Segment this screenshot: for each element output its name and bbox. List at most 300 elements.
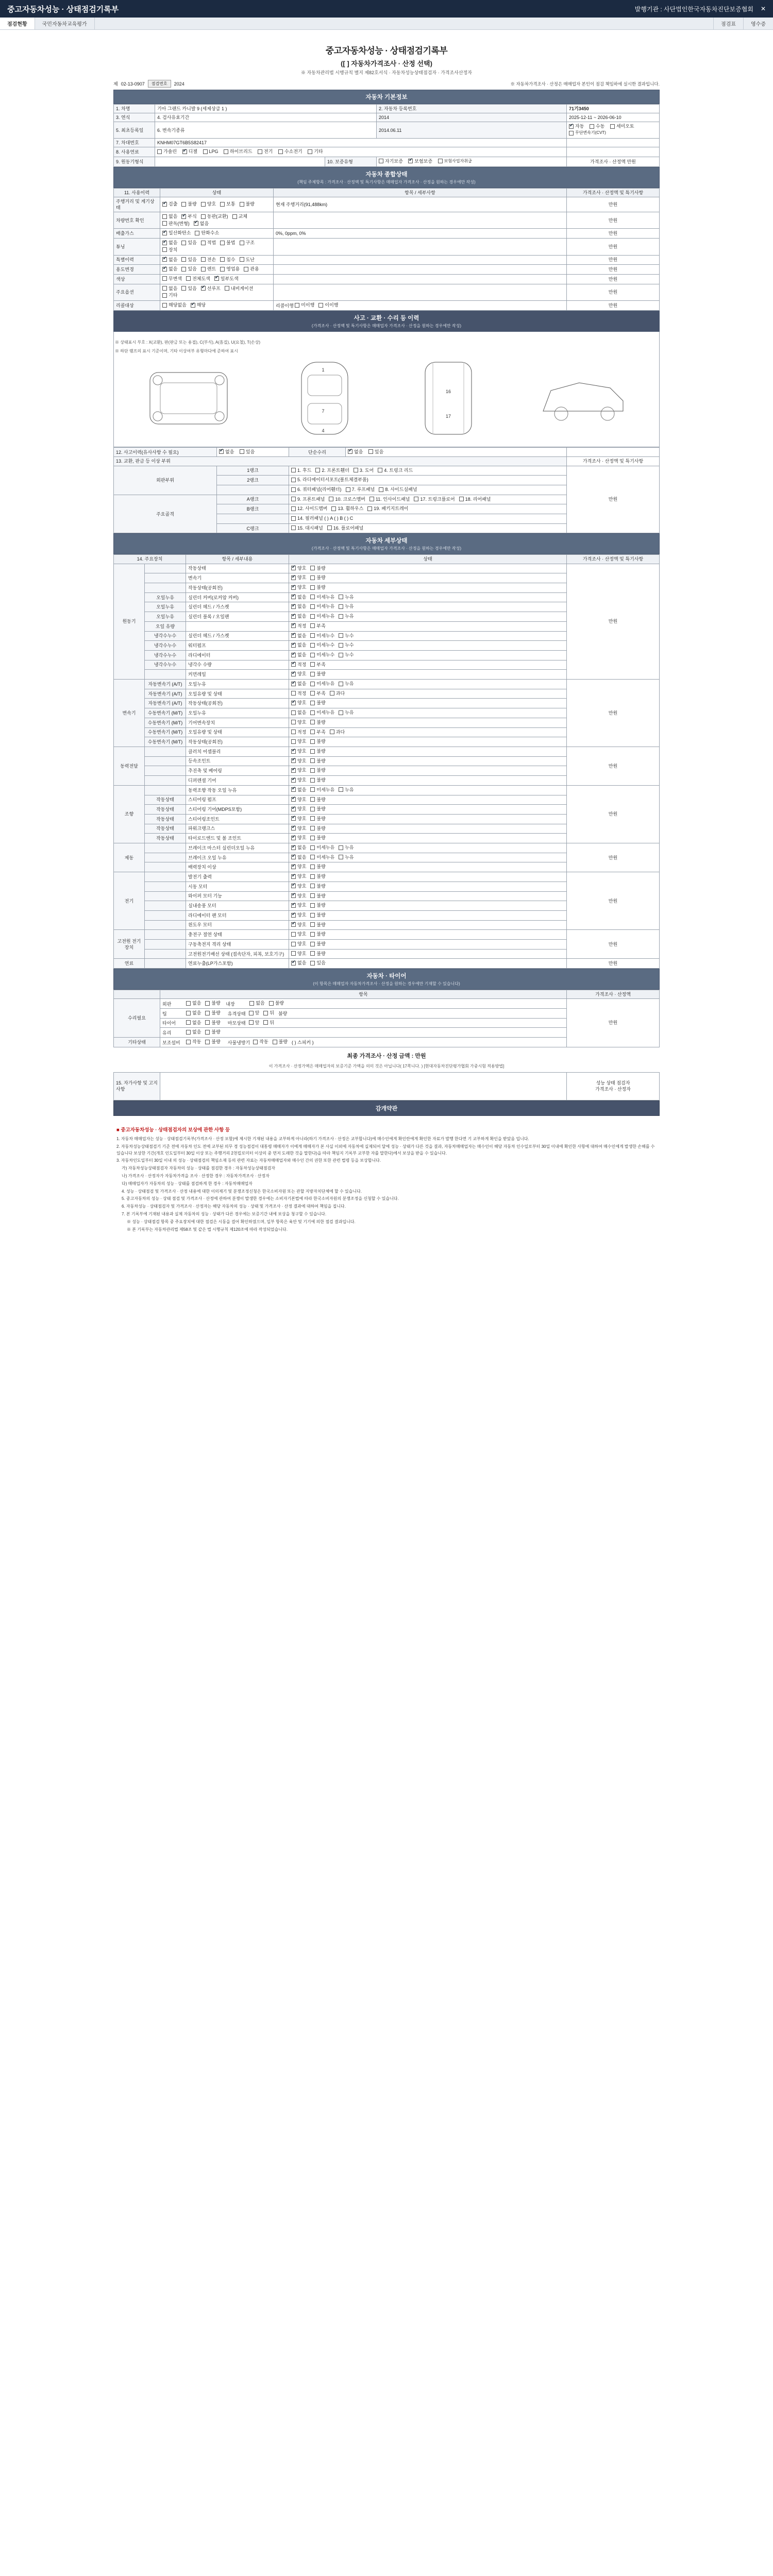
checkbox-s4-1-4-1[interactable]: 불량	[310, 719, 325, 725]
checkbox-part-0-2-1[interactable]: 7. 루프패널	[346, 486, 375, 493]
checkbox-s4-4-2-1[interactable]: 불량	[310, 863, 325, 870]
tire-row-1	[160, 1009, 567, 1019]
checkbox-s4-4-1-1[interactable]: 미세누유	[310, 854, 334, 860]
checkbox-s4-3-0-2[interactable]: 누유	[339, 787, 354, 793]
state-6-2	[289, 949, 567, 959]
checkbox-s4-4-1-0[interactable]: ✔ 없음	[291, 854, 306, 860]
checkbox-s4-0-5-0[interactable]: ✔ 없음	[291, 613, 306, 619]
value-fuel-blank	[567, 147, 660, 157]
checkbox-s2-0-4[interactable]: 불량	[240, 201, 255, 207]
notice-signers	[567, 1072, 660, 1100]
state-1-1	[289, 689, 567, 699]
checkbox-s4-0-1-1[interactable]: 불량	[310, 574, 325, 581]
rank-0-2	[217, 485, 289, 495]
checkbox-s4-4-0-2[interactable]: 누유	[339, 844, 354, 851]
checkbox-s4-0-2-1[interactable]: 불량	[310, 584, 325, 590]
tab-receipt[interactable]: 영수증	[743, 18, 773, 29]
state-5-3	[289, 901, 567, 911]
parts-0-2	[289, 485, 567, 495]
diagram-note-1: ※ 상태표시 부호 : X(교환), 판(판금 또는 용접), C(부식), A(흠집), U(요철), T(손상)	[115, 340, 261, 345]
price-4: 만원	[567, 843, 660, 872]
checkbox-s5-1-0-0[interactable]: 없음	[186, 1010, 201, 1016]
checkbox-s4-3-4-0[interactable]: ✔ 양호	[291, 825, 306, 832]
item-0-10: 냉각수 수량	[186, 660, 289, 670]
checkbox-s4-0-3-0[interactable]: ✔ 없음	[291, 594, 306, 600]
checkbox-s4-4-0-1[interactable]: 미세누유	[310, 844, 334, 851]
sub-0-7: 냉각수누수	[145, 631, 186, 641]
value-transmission	[567, 122, 660, 139]
label-inspection-period: 2014	[377, 113, 567, 122]
checkbox-part-0-2-2[interactable]: 8. 사이드실패널	[379, 486, 417, 493]
checkbox-s2-2-1[interactable]: 탄화수소	[195, 230, 219, 236]
checkbox-s4-0-11-0[interactable]: ✔ 양호	[291, 671, 306, 677]
checkbox-lpg[interactable]: LPG	[203, 148, 219, 155]
checkbox-s4-0-3-1[interactable]: 미세누유	[310, 594, 334, 600]
checkbox-s4-3-1-1[interactable]: 불량	[310, 796, 325, 803]
page-subnote: ※ 자동차관리법 시행규칙 별지 제82호서식 · 자동차성능상태점검자 · 가격조사산정자	[301, 70, 472, 75]
checkbox-s2-1-1[interactable]: ✔ 부식	[181, 213, 196, 219]
state-1-4	[289, 718, 567, 727]
checkbox-s4-1-6-1[interactable]: 불량	[310, 738, 325, 744]
col-state: 상태	[160, 188, 274, 197]
label-warranty: 10. 보증유형	[325, 157, 377, 166]
checkbox-s4-0-7-2[interactable]: 누수	[339, 633, 354, 639]
checkbox-s4-0-6-0[interactable]: ✔ 적정	[291, 623, 306, 629]
row-state-7	[160, 284, 274, 300]
item-3-2: 스티어링 기어(MDPS포함)	[186, 805, 289, 815]
checkbox-s4-2-1-0[interactable]: ✔ 양호	[291, 758, 306, 764]
checkbox-s2-1-4[interactable]: 판독(변형)	[162, 221, 190, 227]
checkbox-part-1-3-1[interactable]: 16. 플로어패널	[327, 525, 363, 531]
table-row	[114, 1072, 660, 1100]
group-1: 주요골격	[114, 495, 217, 533]
checkbox-s4-1-5-2[interactable]: 과다	[330, 729, 345, 735]
row-detail-6	[274, 274, 567, 284]
state-2-0	[289, 747, 567, 756]
table-row	[114, 999, 660, 1009]
checkbox-part-1-3-0[interactable]: 15. 대시패널	[291, 525, 323, 531]
checkbox-s4-2-3-0[interactable]: ✔ 양호	[291, 777, 306, 783]
sub-3-2: 작동상태	[145, 805, 186, 815]
checkbox-s2-5-0[interactable]: ✔ 없음	[162, 266, 177, 272]
checkbox-s4-5-5-0[interactable]: ✔ 양호	[291, 922, 306, 928]
checkbox-gasoline[interactable]: 가솔린	[157, 148, 177, 155]
checkbox-s4-5-4-1[interactable]: 불량	[310, 912, 325, 918]
checkbox-s4-1-1-1[interactable]: 부족	[310, 690, 325, 697]
checkbox-s4-5-1-1[interactable]: 불량	[310, 883, 325, 889]
sub-3-1: 작동상태	[145, 795, 186, 805]
device-0: 원동기	[114, 564, 145, 679]
window-titlebar	[0, 0, 773, 18]
value-simple-repair	[346, 447, 567, 457]
state-0-3	[289, 592, 567, 602]
checkbox-s2-0-2[interactable]: 양호	[201, 201, 216, 207]
checkbox-s4-3-0-1[interactable]: 미세누유	[310, 787, 334, 793]
checkbox-s4-1-0-2[interactable]: 누유	[339, 681, 354, 687]
sub-0-3: 오일누유	[145, 592, 186, 602]
checkbox-s4-2-2-1[interactable]: 불량	[310, 767, 325, 773]
tab-inspection-status[interactable]: 점검현황	[0, 18, 35, 29]
checkbox-part-0-2-0[interactable]: 6. 쿼터패널(리어휀더)	[291, 486, 342, 493]
checkbox-s4-0-4-0[interactable]: ✔ 없음	[291, 603, 306, 609]
item-4-0: 브레이크 마스터 실린더오일 누유	[186, 843, 289, 853]
checkbox-ev[interactable]: 전기	[258, 148, 273, 155]
checkbox-s5-0-1-1[interactable]: 불량	[269, 1000, 284, 1006]
row-label-7: 주요옵션	[114, 284, 160, 300]
checkbox-s2-1-0[interactable]: 없음	[162, 213, 177, 219]
state-0-1	[289, 573, 567, 583]
checkbox-s4-0-5-1[interactable]: 미세누유	[310, 613, 334, 619]
checkbox-s4-0-9-0[interactable]: ✔ 없음	[291, 652, 306, 658]
checkbox-s2-7-4[interactable]: 기타	[162, 292, 177, 298]
checkbox-part-0-0-0[interactable]: 1. 후드	[291, 467, 311, 473]
svg-text:16: 16	[445, 388, 451, 394]
doc-chip: 점검번호	[148, 80, 171, 88]
row-label-4: 특별이력	[114, 255, 160, 265]
checkbox-s4-0-3-2[interactable]: 누유	[339, 594, 354, 600]
checkbox-s4-1-2-1[interactable]: 불량	[310, 700, 325, 706]
section-basic-info-band	[113, 90, 660, 104]
checkbox-s2-3-2[interactable]: 적법	[201, 240, 216, 246]
diagram-note-2: ※ 하단 램프의 표시 기준이며, 기타 이상여부 유형마다에 준하여 표시	[115, 348, 238, 353]
parts-0-1	[289, 476, 567, 485]
checkbox-part-1-0-1[interactable]: 10. 크로스멤버	[329, 496, 365, 502]
tire-extra-label-2-0: 마모상태	[227, 1021, 246, 1026]
checkbox-s4-3-4-1[interactable]: 불량	[310, 825, 325, 832]
checkbox-s4-0-0-0[interactable]: ✔ 양호	[291, 565, 306, 571]
legal-bullet-0: 가) 자동차성능상태점검자 자동차의 성능 · 상태를 점검한 경우 : 자동차성능상태점검자	[122, 1166, 276, 1171]
checkbox-cvt[interactable]: 무단변속기(CVT)	[569, 130, 606, 136]
rank-1-2	[217, 514, 289, 524]
col-detail: 항목 / 세부사항	[274, 188, 567, 197]
checkbox-insurance-warranty[interactable]: ✔ 보험보증	[408, 158, 432, 164]
checkbox-s5-3-0-1[interactable]: 불량	[205, 1029, 220, 1035]
checkbox-s2-3-1[interactable]: 있음	[181, 240, 196, 246]
value-warranty	[377, 157, 567, 166]
final-note-right: [현대자동차진단평가협회 가중시험 적용방법]	[424, 1063, 505, 1069]
price-estimate-cell	[567, 157, 660, 166]
checkbox-part-1-0-4[interactable]: 18. 리어패널	[459, 496, 491, 502]
checkbox-s4-6-2-1[interactable]: 불량	[310, 951, 325, 957]
row-detail-7	[274, 284, 567, 300]
price-estimate-label: 가격조사 · 산정액	[590, 159, 626, 164]
checkbox-s4-0-8-2[interactable]: 누수	[339, 642, 354, 648]
state-7-0	[289, 959, 567, 969]
sub-6-2	[145, 949, 186, 959]
tab-national-auto-eval[interactable]: 국민자동차교육평가	[35, 18, 95, 29]
checkbox-s4-5-2-0[interactable]: ✔ 양호	[291, 893, 306, 899]
accident-price-note	[567, 447, 660, 457]
checkbox-s5-2-0-1[interactable]: 불량	[205, 1020, 220, 1026]
item-5-4: 라디에이터 팬 모터	[186, 910, 289, 920]
checkbox-s5x-4-0-0[interactable]: 작동	[253, 1039, 268, 1045]
checkbox-s2-8-1[interactable]: ✔ 해당	[191, 302, 206, 308]
checkbox-part-0-0-2[interactable]: 3. 도어	[354, 467, 374, 473]
checkbox-s4-0-9-2[interactable]: 누수	[339, 652, 354, 658]
checkbox-s4-1-0-0[interactable]: ✔ 없음	[291, 681, 306, 687]
state-0-0	[289, 564, 567, 573]
col-item-state: 상태	[289, 555, 567, 564]
checkbox-s4-0-2-0[interactable]: ✔ 양호	[291, 584, 306, 590]
sub-1-6: 수동변속기 (M/T)	[145, 737, 186, 747]
value-inspection-period: 2025-12-11 ~ 2026-06-10	[567, 113, 660, 122]
checkbox-s4-1-3-1[interactable]: 미세누유	[310, 709, 334, 716]
checkbox-s2-3-0[interactable]: ✔ 없음	[162, 240, 177, 246]
row-state-3	[160, 239, 274, 255]
window-controls	[635, 5, 766, 13]
checkbox-part-1-0-0[interactable]: 9. 프론트패널	[291, 496, 325, 502]
legal-bullet-5: 6. 자동차성능 · 상태점검자 및 가격조사 · 산정자는 해당 자동차의 성능 · 상태 및 가격조사 · 산정 결과에 대하여 책임을 집니다.	[122, 1204, 346, 1209]
item-1-3: 오일누유	[186, 708, 289, 718]
checkbox-s5-2-0-0[interactable]: 없음	[186, 1020, 201, 1026]
checkbox-s4-6-2-0[interactable]: 양호	[291, 951, 306, 957]
parts-1-2	[289, 514, 567, 524]
checkbox-s4-3-1-0[interactable]: ✔ 양호	[291, 796, 306, 803]
checkbox-s4-1-3-2[interactable]: 누유	[339, 709, 354, 716]
checkbox-s2-0-0[interactable]: ✔ 검출	[162, 201, 177, 207]
checkbox-s4-1-0-1[interactable]: 미세누유	[310, 681, 334, 687]
sub-0-5: 오일누유	[145, 612, 186, 622]
checkbox-s4-3-3-1[interactable]: 불량	[310, 816, 325, 822]
sub-5-4	[145, 910, 186, 920]
state-4-1	[289, 853, 567, 862]
checkbox-s2-6-1[interactable]: 전체도색	[186, 276, 210, 282]
checkbox-s5-4-0-1[interactable]: 불량	[205, 1039, 220, 1045]
checkbox-s4-4-1-2[interactable]: 누유	[339, 854, 354, 860]
table-row	[114, 564, 660, 573]
checkbox-s2-8-0[interactable]: 해당없음	[162, 302, 187, 308]
checkbox-s4-1-6-0[interactable]: 양호	[291, 738, 306, 744]
checkbox-s4-7-0-0[interactable]: ✔ 없음	[291, 960, 306, 966]
checkbox-s2-4-1[interactable]: 있음	[181, 257, 196, 263]
checkbox-s4-0-7-0[interactable]: ✔ 없음	[291, 633, 306, 639]
tire-col-label-3-0: 유리	[162, 1030, 172, 1036]
checkbox-s5x-2-0-0[interactable]: 앞	[249, 1020, 260, 1026]
checkbox-s2-5-4[interactable]: 관용	[244, 266, 259, 272]
state-3-5	[289, 834, 567, 843]
checkbox-s2-6-2[interactable]: ✔ 일부도색	[214, 276, 239, 282]
checkbox-s4-5-4-0[interactable]: ✔ 양호	[291, 912, 306, 918]
checkbox-s5x-1-0-0[interactable]: 앞	[249, 1010, 260, 1016]
checkbox-s2-3-5[interactable]: 장치	[162, 247, 177, 253]
checkbox-s4-3-2-0[interactable]: ✔ 양호	[291, 806, 306, 812]
checkbox-s4-3-5-0[interactable]: ✔ 양호	[291, 835, 306, 841]
checkbox-s4-4-0-0[interactable]: ✔ 없음	[291, 844, 306, 851]
checkbox-s4-2-0-1[interactable]: 불량	[310, 748, 325, 754]
checkbox-s4-5-0-0[interactable]: ✔ 양호	[291, 873, 306, 879]
tire-col-label-4-0: 보조설비	[162, 1040, 180, 1045]
checkbox-s5-3-0-0[interactable]: 없음	[186, 1029, 201, 1035]
checkbox-s2-5-2[interactable]: 렌트	[201, 266, 216, 272]
item-5-1: 시동 모터	[186, 882, 289, 891]
checkbox-s4-1-5-0[interactable]: 적정	[291, 729, 306, 735]
doc-date: 2024	[174, 81, 184, 87]
checkbox-s4-0-6-1[interactable]: 부족	[310, 623, 325, 629]
checkbox-part-0-1-0[interactable]: 5. 라디에이터서포트(볼트체결부품)	[291, 477, 368, 483]
checkbox-s4-4-2-0[interactable]: ✔ 양호	[291, 863, 306, 870]
sub-5-0	[145, 872, 186, 882]
label-simple-repair: 단순수리	[289, 447, 346, 457]
checkbox-auto[interactable]: ✔ 자동	[569, 123, 584, 129]
checkbox-s4-6-0-1[interactable]: 불량	[310, 931, 325, 937]
checkbox-s4-5-2-1[interactable]: 불량	[310, 893, 325, 899]
checkbox-s2-1-3[interactable]: 교체	[232, 213, 247, 219]
label-notice: 15. 자가사항 및 고지사항	[114, 1072, 160, 1100]
section-overall-band	[113, 167, 660, 188]
table-header-row	[114, 990, 660, 999]
checkbox-repair-none[interactable]: ✔ 없음	[348, 449, 363, 455]
checkbox-s4-3-2-1[interactable]: 불량	[310, 806, 325, 812]
close-icon[interactable]: ✕	[760, 5, 766, 12]
checkbox-s4-5-0-1[interactable]: 불량	[310, 873, 325, 879]
checkbox-s2-4-0[interactable]: ✔ 없음	[162, 257, 177, 263]
checkbox-s4-0-9-1[interactable]: 미세누수	[310, 652, 334, 658]
checkbox-s4-1-1-2[interactable]: 과다	[330, 690, 345, 697]
checkbox-s4-0-1-0[interactable]: ✔ 양호	[291, 574, 306, 581]
checkbox-s4-0-7-1[interactable]: 미세누수	[310, 633, 334, 639]
checkbox-part-1-0-2[interactable]: 11. 인사이드패널	[369, 496, 410, 502]
checkbox-s2-4-4[interactable]: 도난	[240, 257, 255, 263]
checkbox-self-warranty[interactable]: 자기보증	[379, 158, 403, 164]
checkbox-s4-6-1-0[interactable]: 양호	[291, 941, 306, 947]
checkbox-diesel[interactable]: ✔ 디젤	[182, 148, 197, 155]
checkbox-s2d-8-0[interactable]: 미이행	[295, 302, 314, 308]
checkbox-s4-1-4-0[interactable]: 양호	[291, 719, 306, 725]
svg-text:4: 4	[322, 428, 325, 433]
checkbox-s2-5-1[interactable]: 있음	[181, 266, 196, 272]
parts-1-1	[289, 504, 567, 514]
notice-table	[113, 1072, 660, 1100]
checkbox-s5-0-0-1[interactable]: 불량	[205, 1000, 220, 1006]
item-2-3: 디퍼렌셜 기어	[186, 776, 289, 786]
checkbox-s4-3-3-0[interactable]: ✔ 양호	[291, 816, 306, 822]
checkbox-s2-0-3[interactable]: 보통	[220, 201, 235, 207]
checkbox-s5x-4-0-1[interactable]: 불량	[273, 1039, 288, 1045]
checkbox-s4-0-10-1[interactable]: 부족	[310, 662, 325, 668]
checkbox-s4-5-1-0[interactable]: ✔ 양호	[291, 883, 306, 889]
final-price-text: 최종 가격조사 · 산정 금액 : 만원	[347, 1053, 426, 1059]
row-price-6: 만원	[567, 274, 660, 284]
row-label-0: 주행거리 및 계기상태	[114, 197, 160, 212]
checkbox-s4-2-1-1[interactable]: 불량	[310, 758, 325, 764]
legal-bullet-4: 5. 중고자동차의 성능 · 상태 점검 및 가격조사 · 산정에 관하여 분쟁이 발생한 경우에는 소비자기본법에 따라 한국소비자원의 분쟁조정을 신청할 수 있습니다.	[122, 1196, 399, 1201]
section-detail-sub: (가격조사 · 산정액 및 특기사항은 매매업자 가격조사 · 산정을 원하는 경우에만 작성)	[311, 546, 462, 551]
sub-3-5: 작동상태	[145, 834, 186, 843]
s3-price: 만원	[567, 466, 660, 533]
checkbox-s4-0-4-1[interactable]: 미세누유	[310, 603, 334, 609]
state-3-0	[289, 785, 567, 795]
checkbox-part-0-0-1[interactable]: 2. 프론트휀더	[315, 467, 349, 473]
checkbox-s4-2-0-0[interactable]: ✔ 양호	[291, 748, 306, 754]
checkbox-accident-yes[interactable]: 있음	[240, 449, 255, 455]
table-row	[114, 229, 660, 239]
checkbox-part-1-2-0[interactable]: 14. 필러패널 ( ) A ( ) B ( ) C	[291, 515, 353, 521]
checkbox-s4-0-0-1[interactable]: 불량	[310, 565, 325, 571]
checkbox-s5-4-0-0[interactable]: 작동	[186, 1039, 201, 1045]
checkbox-repair-yes[interactable]: 있음	[368, 449, 383, 455]
checkbox-s4-1-1-0[interactable]: 적정	[291, 690, 306, 697]
state-5-1	[289, 882, 567, 891]
checkbox-s4-3-5-1[interactable]: 불량	[310, 835, 325, 841]
table-row	[114, 680, 660, 689]
checkbox-s4-1-2-0[interactable]: ✔ 양호	[291, 700, 306, 706]
checkbox-s4-5-5-1[interactable]: 불량	[310, 922, 325, 928]
checkbox-s2-7-1[interactable]: 있음	[181, 285, 196, 292]
checkbox-s4-6-1-1[interactable]: 불량	[310, 941, 325, 947]
checkbox-s5x-1-0-1[interactable]: 뒤	[263, 1010, 274, 1016]
checkbox-s4-2-2-0[interactable]: ✔ 양호	[291, 767, 306, 773]
checkbox-s4-7-0-1[interactable]: 있음	[310, 960, 325, 966]
item-2-2: 추진축 및 베어링	[186, 766, 289, 776]
checkbox-s2-2-0[interactable]: ✔ 일산화탄소	[162, 230, 191, 236]
checkbox-s5x-2-0-1[interactable]: 뒤	[263, 1020, 274, 1026]
checkbox-s2-4-3[interactable]: 침수	[220, 257, 235, 263]
checkbox-s2-1-5[interactable]: ✔ 없음	[194, 221, 209, 227]
checkbox-accident-none[interactable]: ✔ 없음	[219, 449, 234, 455]
label-engine-type: 9. 원동기형식	[114, 157, 155, 166]
checkbox-hydrogen[interactable]: 수소전기	[278, 148, 303, 155]
checkbox-s2-7-0[interactable]: 없음	[162, 285, 177, 292]
parts-0-0	[289, 466, 567, 476]
checkbox-s4-0-8-1[interactable]: 미세누수	[310, 642, 334, 648]
sub-0-6: 오일 유량	[145, 621, 186, 631]
checkbox-s4-1-3-0[interactable]: 없음	[291, 709, 306, 716]
checkbox-s5-1-0-1[interactable]: 불량	[205, 1010, 220, 1016]
checkbox-s4-6-0-0[interactable]: 양호	[291, 931, 306, 937]
checkbox-part-1-1-1[interactable]: 13. 휠하우스	[331, 505, 363, 512]
checkbox-part-0-0-3[interactable]: 4. 트렁크 리드	[378, 467, 413, 473]
checkbox-s4-1-5-1[interactable]: 부족	[310, 729, 325, 735]
checkbox-s2d-8-1[interactable]: 이이행	[318, 302, 338, 308]
checkbox-hybrid[interactable]: 하이브리드	[224, 148, 252, 155]
checkbox-s4-0-4-2[interactable]: 누유	[339, 603, 354, 609]
checkbox-part-1-1-2[interactable]: 19. 패키지트레이	[367, 505, 408, 512]
checkbox-s2-6-0[interactable]: 무변색	[162, 276, 182, 282]
checkbox-s5-0-0-0[interactable]: 없음	[186, 1000, 201, 1006]
checkbox-s4-0-5-2[interactable]: 누유	[339, 613, 354, 619]
checkbox-manual[interactable]: 수동	[590, 123, 604, 129]
checkbox-s2-5-3[interactable]: 영업용	[220, 266, 240, 272]
row-price-4: 만원	[567, 255, 660, 265]
checkbox-s2-4-2[interactable]: 전손	[201, 257, 216, 263]
tab-checklist[interactable]: 점검표	[713, 18, 743, 29]
checkbox-part-1-0-3[interactable]: 17. 트렁크플로어	[414, 496, 455, 502]
checkbox-s4-0-8-0[interactable]: ✔ 없음	[291, 642, 306, 648]
checkbox-s4-5-3-0[interactable]: ✔ 양호	[291, 902, 306, 908]
checkbox-s2-1-2[interactable]: 동판(교환)	[201, 213, 228, 219]
checkbox-s2-7-3[interactable]: 내비게이션	[225, 285, 253, 292]
checkbox-part-1-1-0[interactable]: 12. 사이드멤버	[291, 505, 327, 512]
sub-0-2	[145, 583, 186, 593]
checkbox-s2-7-2[interactable]: ✔ 선루프	[201, 285, 221, 292]
row-price-0: 만원	[567, 197, 660, 212]
checkbox-s2-3-3[interactable]: 불법	[220, 240, 235, 246]
checkbox-s2-0-1[interactable]: 불량	[181, 201, 196, 207]
checkbox-s4-3-0-0[interactable]: ✔ 없음	[291, 787, 306, 793]
checkbox-s4-0-11-1[interactable]: 불량	[310, 671, 325, 677]
checkbox-s4-5-3-1[interactable]: 불량	[310, 902, 325, 908]
checkbox-s2-3-4[interactable]: 구조	[240, 240, 255, 246]
checkbox-semi[interactable]: 세미오토	[610, 123, 634, 129]
sub-2-1	[145, 756, 186, 766]
device-3: 조향	[114, 785, 145, 843]
sub-5-3	[145, 901, 186, 911]
checkbox-insurer-handled[interactable]: 보험사업자취급	[438, 159, 472, 164]
checkbox-s4-0-10-0[interactable]: ✔ 적정	[291, 662, 306, 668]
checkbox-s5-0-1-0[interactable]: 없음	[249, 1000, 264, 1006]
checkbox-s4-2-3-1[interactable]: 불량	[310, 777, 325, 783]
checkbox-fuel-etc[interactable]: 기타	[308, 148, 323, 155]
